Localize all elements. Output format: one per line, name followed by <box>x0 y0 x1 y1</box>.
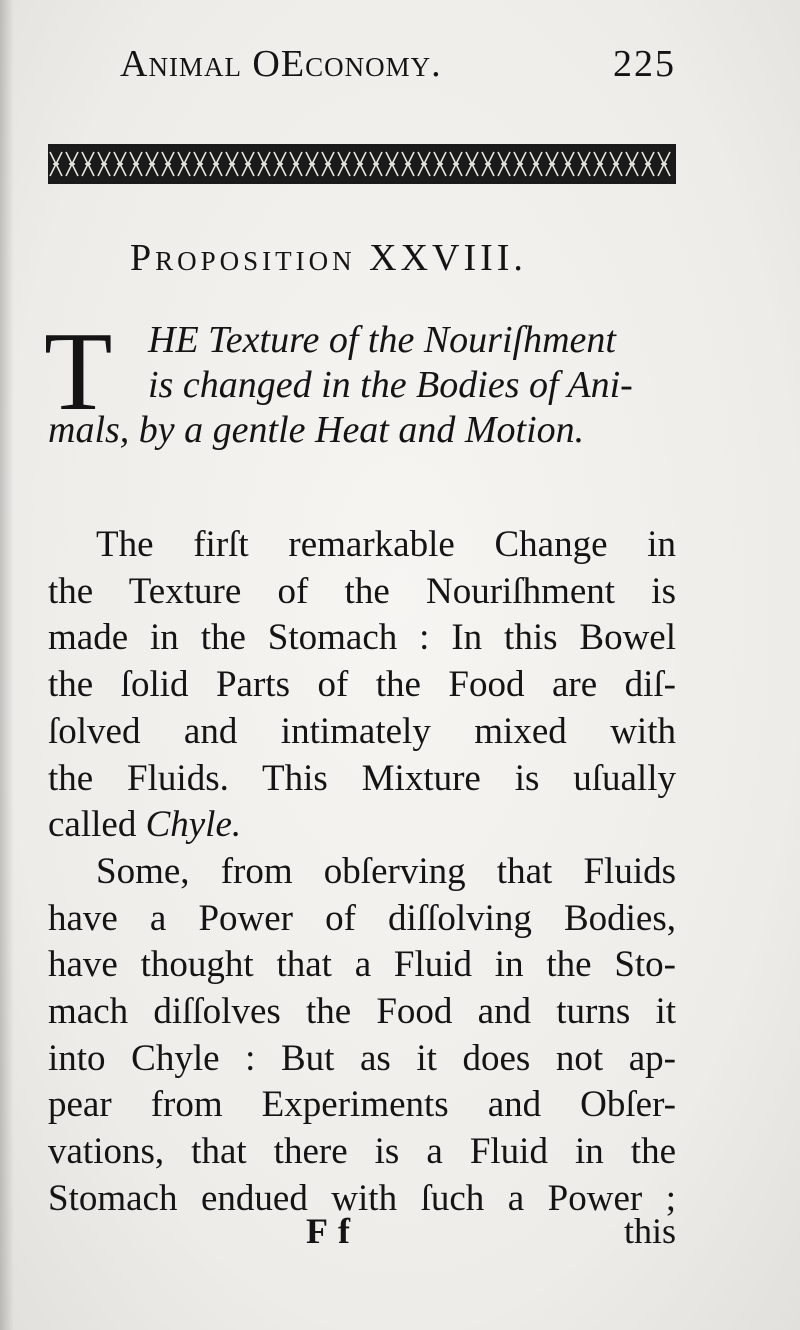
text-line: mach diſſolves the Food and turns it <box>48 991 676 1033</box>
text-line: made in the Stomach : In this Bowel <box>48 617 676 659</box>
text-line: Stomach endued with ſuch a Power ; <box>48 1177 676 1219</box>
text-fragment: called <box>48 804 146 846</box>
text-line: have thought that a Fluid in the Sto- <box>48 944 676 986</box>
proposition-line: is changed in the Bodies of Ani- <box>148 364 633 406</box>
signature-mark: Ff <box>306 1211 360 1251</box>
page-footer <box>48 1210 676 1256</box>
proposition-line: HE Texture of the Nouriſhment <box>148 319 616 361</box>
drop-cap: T <box>44 310 113 434</box>
text-line: have a Power of diſſolving Bodies, <box>48 897 676 939</box>
text-line: the ſolid Parts of the Food are diſ- <box>48 664 676 706</box>
text-line: The firſt remarkable Change in <box>96 524 676 565</box>
page-edge-shadow <box>0 0 14 1330</box>
proposition-line: mals, by a gentle Heat and Motion. <box>48 409 585 451</box>
running-head: Animal OEconomy. <box>120 43 442 85</box>
text-line: pear from Experiments and Obſer- <box>48 1084 676 1126</box>
text-line: the Fluids. This Mixture is uſually <box>48 757 676 799</box>
ornamental-band <box>48 144 676 184</box>
page-header <box>120 42 676 90</box>
page-number: 225 <box>613 43 676 85</box>
italic-term: Chyle. <box>145 804 242 846</box>
catchword: this <box>623 1211 676 1251</box>
text-line <box>48 802 676 849</box>
text-line: Some, from obſerving that Fluids <box>96 850 676 892</box>
body-text <box>48 522 676 1223</box>
text-line: ſolved and intimately mixed with <box>48 710 676 752</box>
proposition-heading: Proposition XXVIII. <box>130 237 527 279</box>
text-line: vations, that there is a Fluid in the <box>48 1131 676 1173</box>
proposition-statement <box>48 318 678 453</box>
text-line: into Chyle : But as it does not ap- <box>48 1037 676 1079</box>
text-line: the Texture of the Nouriſhment is <box>48 570 676 612</box>
